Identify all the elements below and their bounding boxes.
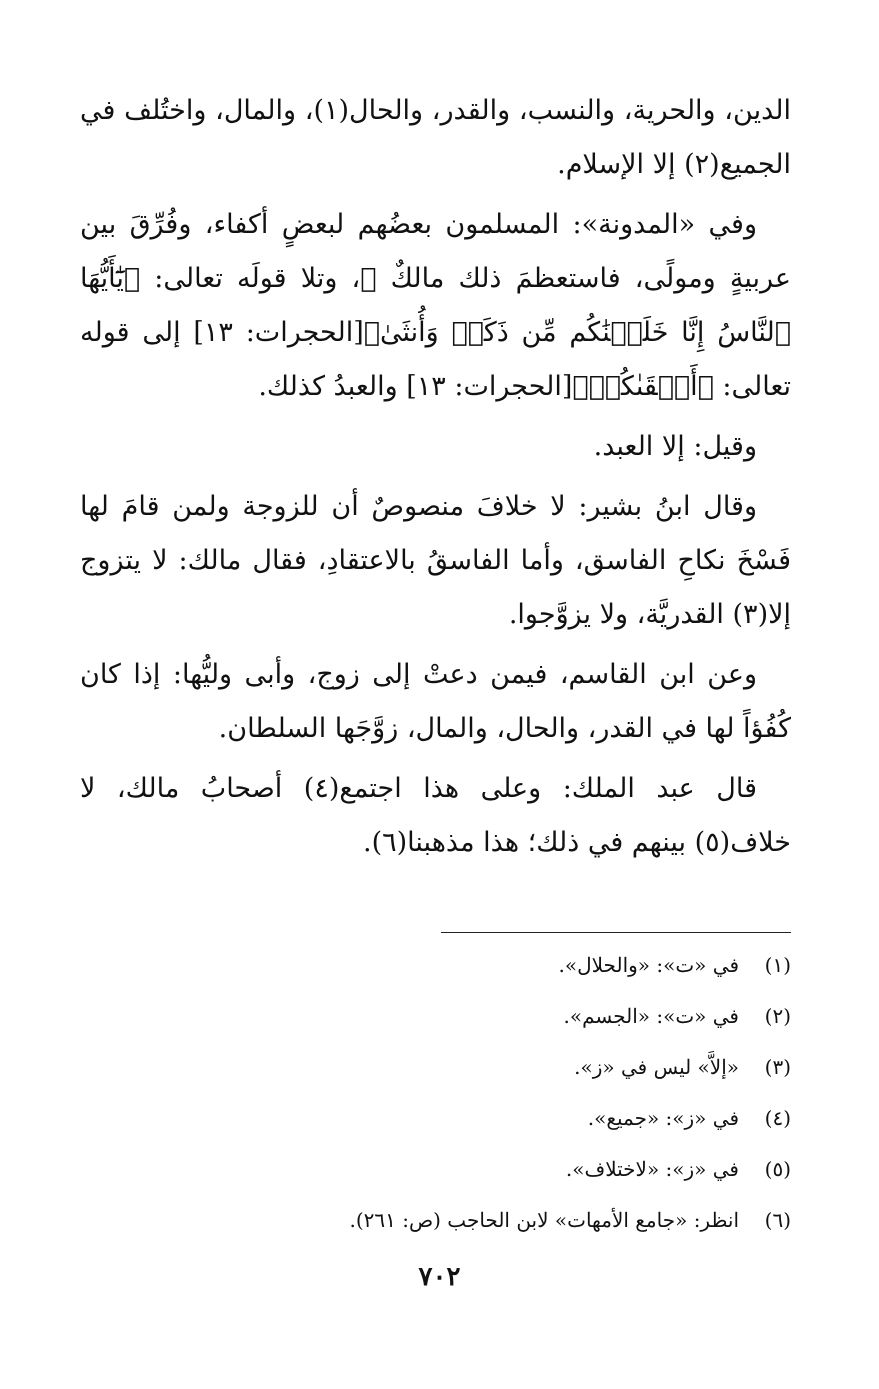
paragraph-2: وفي «المدونة»: المسلمون بعضُهم لبعضٍ أكفاء، وفُرِّقَ بين عربيةٍ ومولًى، فاستعظمَ ذلك مالكٌ ﷺ، وتلا قولَه تعالى: ﴿يَٰٓأَيُّهَا ٱلنَّاسُ إِنَّا خَلَقۡنَٰكُم مِّن ذَكَرٖ وَأُنثَىٰ﴾[الحجرات: ١٣] إلى قوله تعالى: ﴿أَتۡقَىٰكُمۡ﴾[الحجرات: ١٣] والعبدُ كذلك. <box>80 209 791 402</box>
footnote-text: في «ت»: «الجسم». <box>563 1004 739 1028</box>
paragraph-3: وقيل: إلا العبد. <box>593 431 757 462</box>
footnote-2 <box>91 993 791 1044</box>
footnote-3 <box>91 1044 791 1095</box>
paragraph-4: وقال ابنُ بشير: لا خلافَ منصوصٌ أن للزوجة ولمن قامَ لها فَسْخَ نكاحِ الفاسق، وأما الفاسقُ بالاعتقادِ، فقال مالك: لا يتزوج إلا(٣) القدريَّة، ولا يزوَّجوا. <box>80 491 791 630</box>
footnote-divider <box>441 932 791 933</box>
footnote-text: في «ز»: «جميع». <box>587 1106 739 1130</box>
footnote-1 <box>91 942 791 993</box>
footnote-text: انظر: «جامع الأمهات» لابن الحاجب (ص: ٢٦١). <box>349 1208 739 1232</box>
footnotes <box>91 942 791 1248</box>
paragraph-6: قال عبد الملك: وعلى هذا اجتمع(٤) أصحابُ مالك، لا خلاف(٥) بينهم في ذلك؛ هذا مذهبنا(٦). <box>80 773 791 858</box>
page-number: ٧٠٢ <box>418 1262 461 1292</box>
footnote-number: (٥) <box>764 1157 791 1181</box>
footnote-number: (٦) <box>764 1208 791 1232</box>
footnote-number: (٣) <box>764 1055 791 1079</box>
footnote-6 <box>91 1197 791 1248</box>
footnote-5 <box>91 1146 791 1197</box>
footnote-text: «إلاَّ» ليس في «ز». <box>574 1055 739 1079</box>
footnote-text: في «ز»: «لاختلاف». <box>565 1157 739 1181</box>
paragraph-5: وعن ابن القاسم، فيمن دعتْ إلى زوج، وأبى وليُّها: إذا كان كُفُؤاً لها في القدر، والحال، والمال، زوَّجَها السلطان. <box>80 659 791 744</box>
footnote-number: (٤) <box>764 1106 791 1130</box>
footnote-number: (٢) <box>764 1004 791 1028</box>
footnote-4 <box>91 1095 791 1146</box>
footnote-number: (١) <box>764 953 791 977</box>
footnote-text: في «ت»: «والحلال». <box>558 953 739 977</box>
main-text <box>80 84 791 876</box>
paragraph-1: الدين، والحرية، والنسب، والقدر، والحال(١)، والمال، واختُلف في الجميع(٢) إلا الإسلام. <box>80 95 791 180</box>
